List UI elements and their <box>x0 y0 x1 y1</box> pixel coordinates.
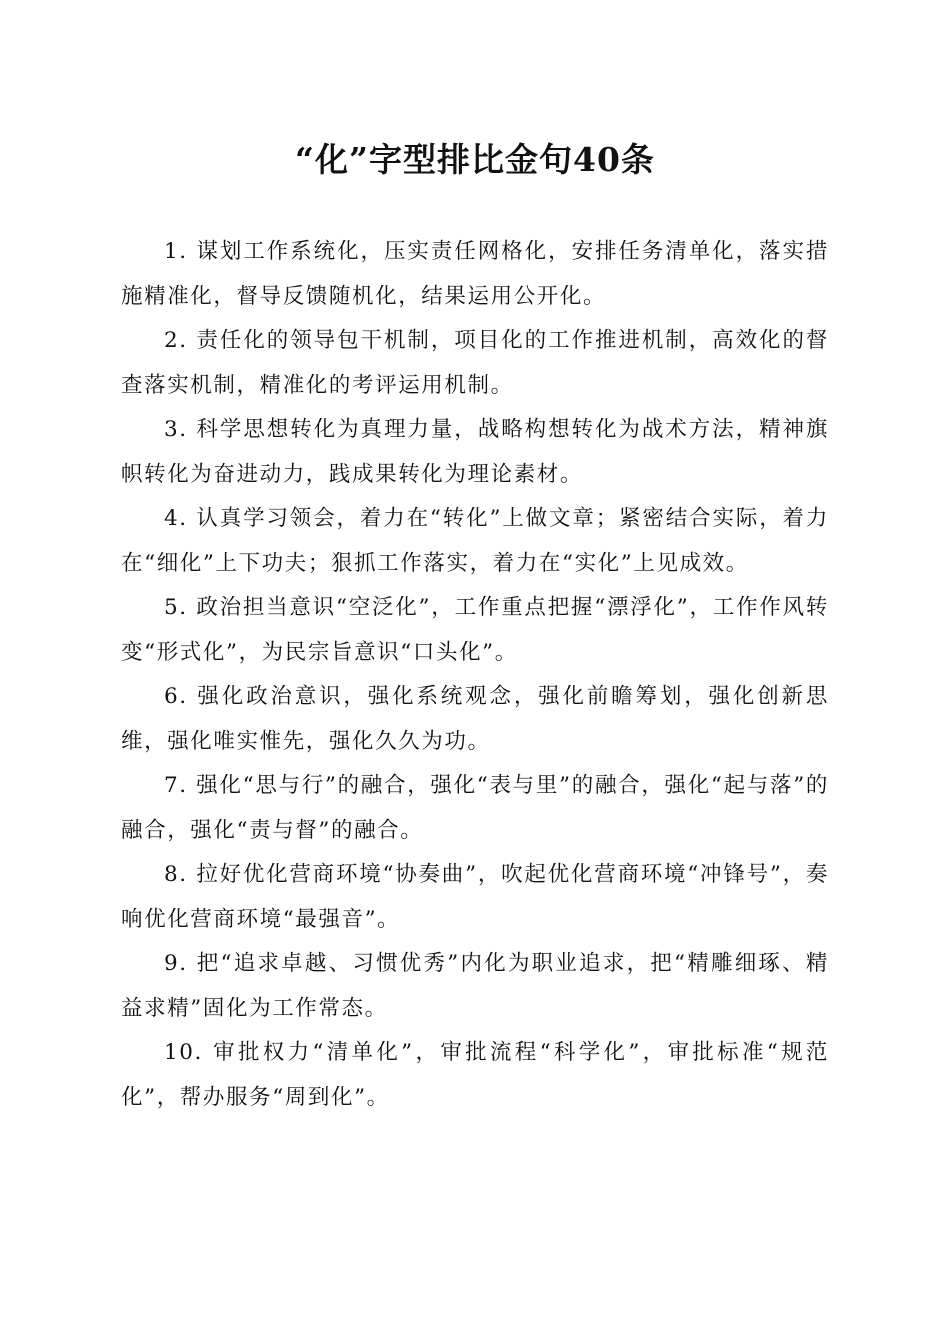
paragraph-7: 7. 强化“思与行”的融合，强化“表与里”的融合，强化“起与落”的融合，强化“责与督”的融合。 <box>121 773 829 843</box>
paragraph-6: 6. 强化政治意识，强化系统观念，强化前瞻筹划，强化创新思维，强化唯实惟先，强化久久为功。 <box>121 684 829 754</box>
paragraph-3: 3. 科学思想转化为真理力量，战略构想转化为战术方法，精神旗帜转化为奋进动力，践成果转化为理论素材。 <box>121 417 829 487</box>
document-title: “化”字型排比金句40条 <box>295 140 655 179</box>
paragraph-8: 8. 拉好优化营商环境“协奏曲”，吹起优化营商环境“冲锋号”，奏响优化营商环境“最强音”。 <box>121 862 829 932</box>
paragraph-10: 10. 审批权力“清单化”，审批流程“科学化”，审批标准“规范化”，帮办服务“周到化”。 <box>121 1040 829 1110</box>
paragraph-1: 1. 谋划工作系统化，压实责任网格化，安排任务清单化，落实措施精准化，督导反馈随机化，结果运用公开化。 <box>121 239 829 309</box>
document-body <box>121 230 829 1120</box>
paragraph-4: 4. 认真学习领会，着力在“转化”上做文章；紧密结合实际，着力在“细化”上下功夫；狠抓工作落实，着力在“实化”上见成效。 <box>121 506 829 576</box>
paragraph-2: 2. 责任化的领导包干机制，项目化的工作推进机制，高效化的督查落实机制，精准化的考评运用机制。 <box>121 328 829 398</box>
paragraph-9: 9. 把“追求卓越、习惯优秀”内化为职业追求，把“精雕细琢、精益求精”固化为工作常态。 <box>121 951 829 1021</box>
paragraph-5: 5. 政治担当意识“空泛化”，工作重点把握“漂浮化”，工作作风转变“形式化”，为民宗旨意识“口头化”。 <box>121 595 829 665</box>
